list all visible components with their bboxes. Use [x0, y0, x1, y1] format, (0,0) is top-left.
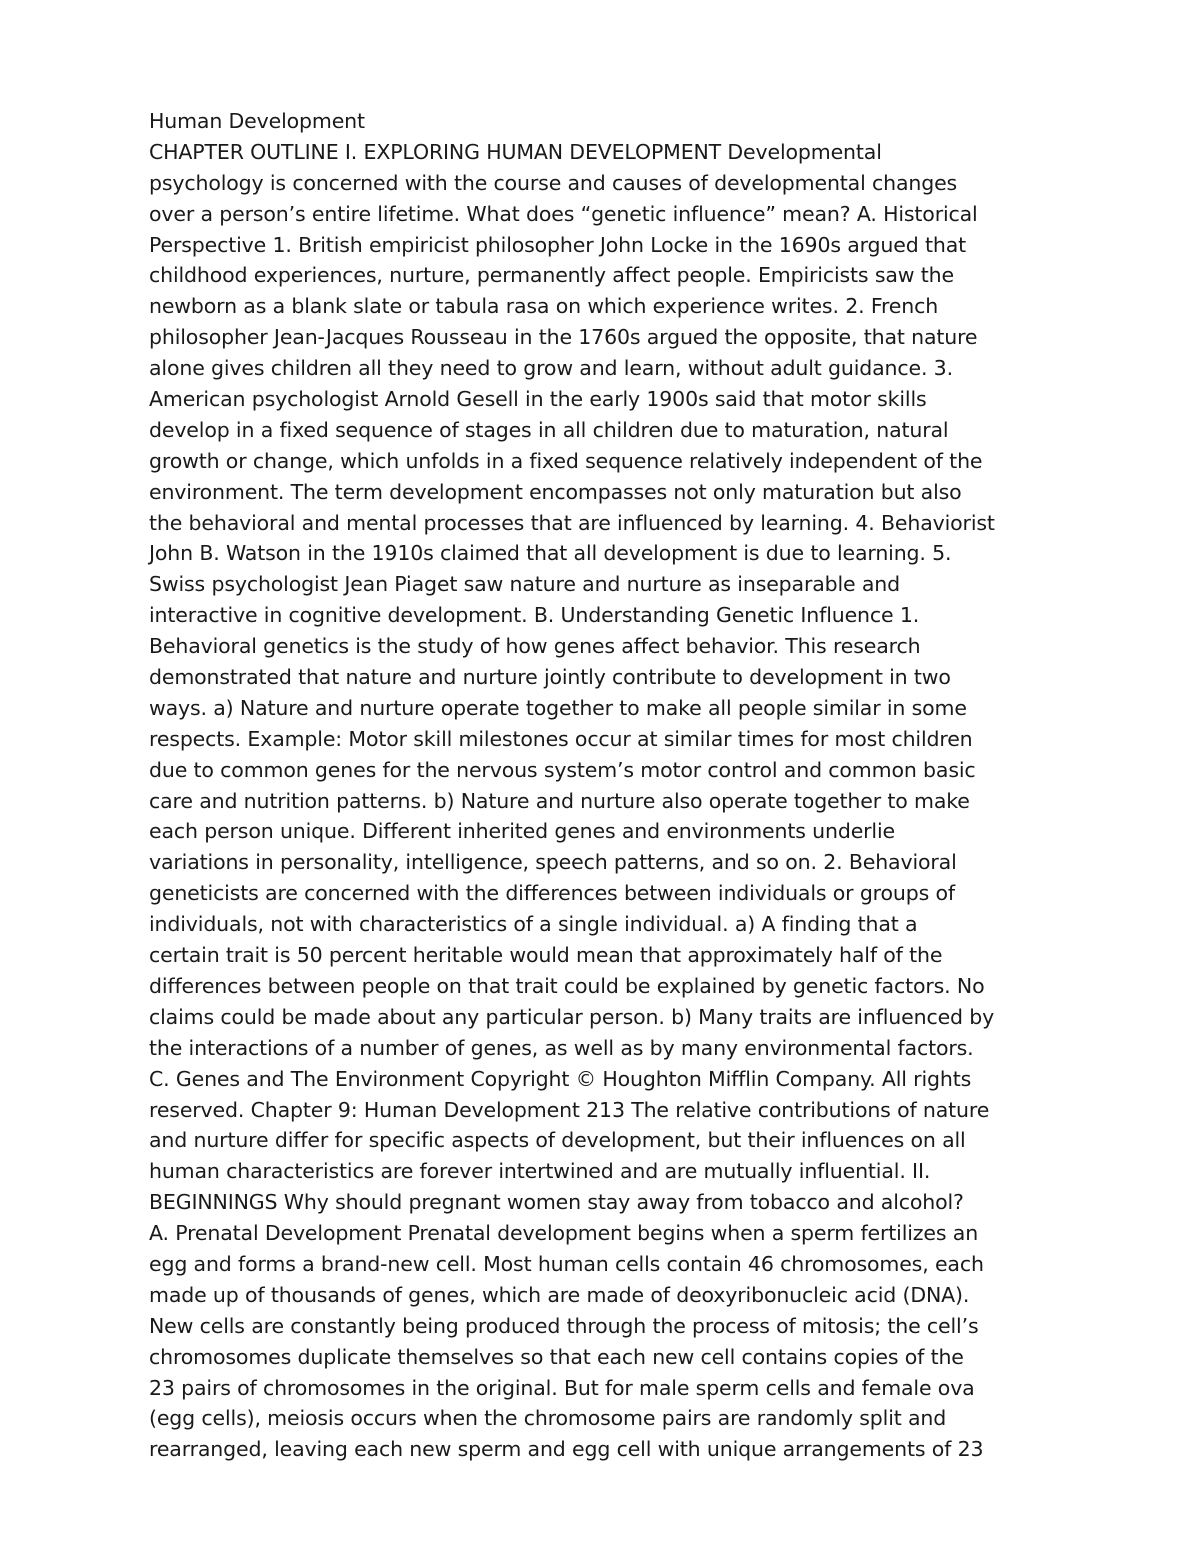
body-line: the interactions of a number of genes, as well as by many environmental factors.: [149, 1035, 974, 1060]
body-line: alone gives children all they need to grow and learn, without adult guidance. 3.: [149, 356, 953, 381]
body-line: reserved. Chapter 9: Human Development 213 The relative contributions of nature: [149, 1097, 990, 1122]
body-line: newborn as a blank slate or tabula rasa on which experience writes. 2. French: [149, 294, 939, 319]
body-line: interactive in cognitive development. B. Understanding Genetic Influence 1.: [149, 603, 920, 628]
body-line: made up of thousands of genes, which are made of deoxyribonucleic acid (DNA).: [149, 1282, 970, 1307]
body-line: Perspective 1. British empiricist philosopher John Locke in the 1690s argued that: [149, 232, 966, 257]
body-line: differences between people on that trait could be explained by genetic factors. No: [149, 973, 985, 998]
body-line: New cells are constantly being produced through the process of mitosis; the cell’s: [149, 1313, 979, 1338]
body-line: CHAPTER OUTLINE I. EXPLORING HUMAN DEVELOPMENT Developmental: [149, 139, 882, 164]
body-line: certain trait is 50 percent heritable would mean that approximately half of the: [149, 943, 943, 968]
body-line: demonstrated that nature and nurture jointly contribute to development in two: [149, 665, 951, 690]
body-line: due to common genes for the nervous system’s motor control and common basic: [149, 757, 976, 782]
body-line: philosopher Jean-Jacques Rousseau in the 1760s argued the opposite, that nature: [149, 325, 978, 350]
body-line: environment. The term development encompasses not only maturation but also: [149, 479, 962, 504]
body-line: care and nutrition patterns. b) Nature and nurture also operate together to make: [149, 788, 970, 813]
document-body: [149, 106, 1069, 1465]
document-title: Human Development: [149, 109, 365, 133]
body-line: C. Genes and The Environment Copyright © Houghton Mifflin Company. All rights: [149, 1066, 972, 1091]
body-line: A. Prenatal Development Prenatal development begins when a sperm fertilizes an: [149, 1221, 979, 1246]
body-line: ways. a) Nature and nurture operate together to make all people similar in some: [149, 695, 967, 720]
body-line: BEGINNINGS Why should pregnant women stay away from tobacco and alcohol?: [149, 1190, 964, 1215]
body-line: develop in a fixed sequence of stages in all children due to maturation, natural: [149, 417, 949, 442]
body-line: psychology is concerned with the course and causes of developmental changes: [149, 170, 958, 195]
body-line: the behavioral and mental processes that are influenced by learning. 4. Behaviorist: [149, 510, 995, 535]
body-line: geneticists are concerned with the differences between individuals or groups of: [149, 881, 955, 906]
body-line: rearranged, leaving each new sperm and egg cell with unique arrangements of 23: [149, 1437, 984, 1462]
body-line: Swiss psychologist Jean Piaget saw nature and nurture as inseparable and: [149, 572, 901, 597]
body-line: John B. Watson in the 1910s claimed that all development is due to learning. 5.: [149, 541, 952, 566]
body-line: and nurture differ for specific aspects of development, but their influences on all: [149, 1128, 966, 1153]
body-line: variations in personality, intelligence, speech patterns, and so on. 2. Behavioral: [149, 850, 957, 875]
body-line: egg and forms a brand-new cell. Most human cells contain 46 chromosomes, each: [149, 1251, 984, 1276]
body-line: childhood experiences, nurture, permanently affect people. Empiricists saw the: [149, 263, 954, 288]
body-line: (egg cells), meiosis occurs when the chromosome pairs are randomly split and: [149, 1406, 947, 1431]
body-line: growth or change, which unfolds in a fixed sequence relatively independent of the: [149, 448, 983, 473]
body-line: claims could be made about any particular person. b) Many traits are influenced by: [149, 1004, 995, 1029]
body-line: respects. Example: Motor skill milestones occur at similar times for most children: [149, 726, 973, 751]
body-line: human characteristics are forever intertwined and are mutually influential. II.: [149, 1159, 931, 1184]
body-line: chromosomes duplicate themselves so that each new cell contains copies of the: [149, 1344, 964, 1369]
body-line: Behavioral genetics is the study of how genes affect behavior. This research: [149, 634, 921, 659]
body-line: over a person’s entire lifetime. What does “genetic influence” mean? A. Historical: [149, 201, 978, 226]
body-line: individuals, not with characteristics of a single individual. a) A finding that a: [149, 912, 918, 937]
body-line: American psychologist Arnold Gesell in the early 1900s said that motor skills: [149, 387, 927, 412]
body-line: each person unique. Different inherited genes and environments underlie: [149, 819, 895, 844]
body-line: 23 pairs of chromosomes in the original. But for male sperm cells and female ova: [149, 1375, 975, 1400]
